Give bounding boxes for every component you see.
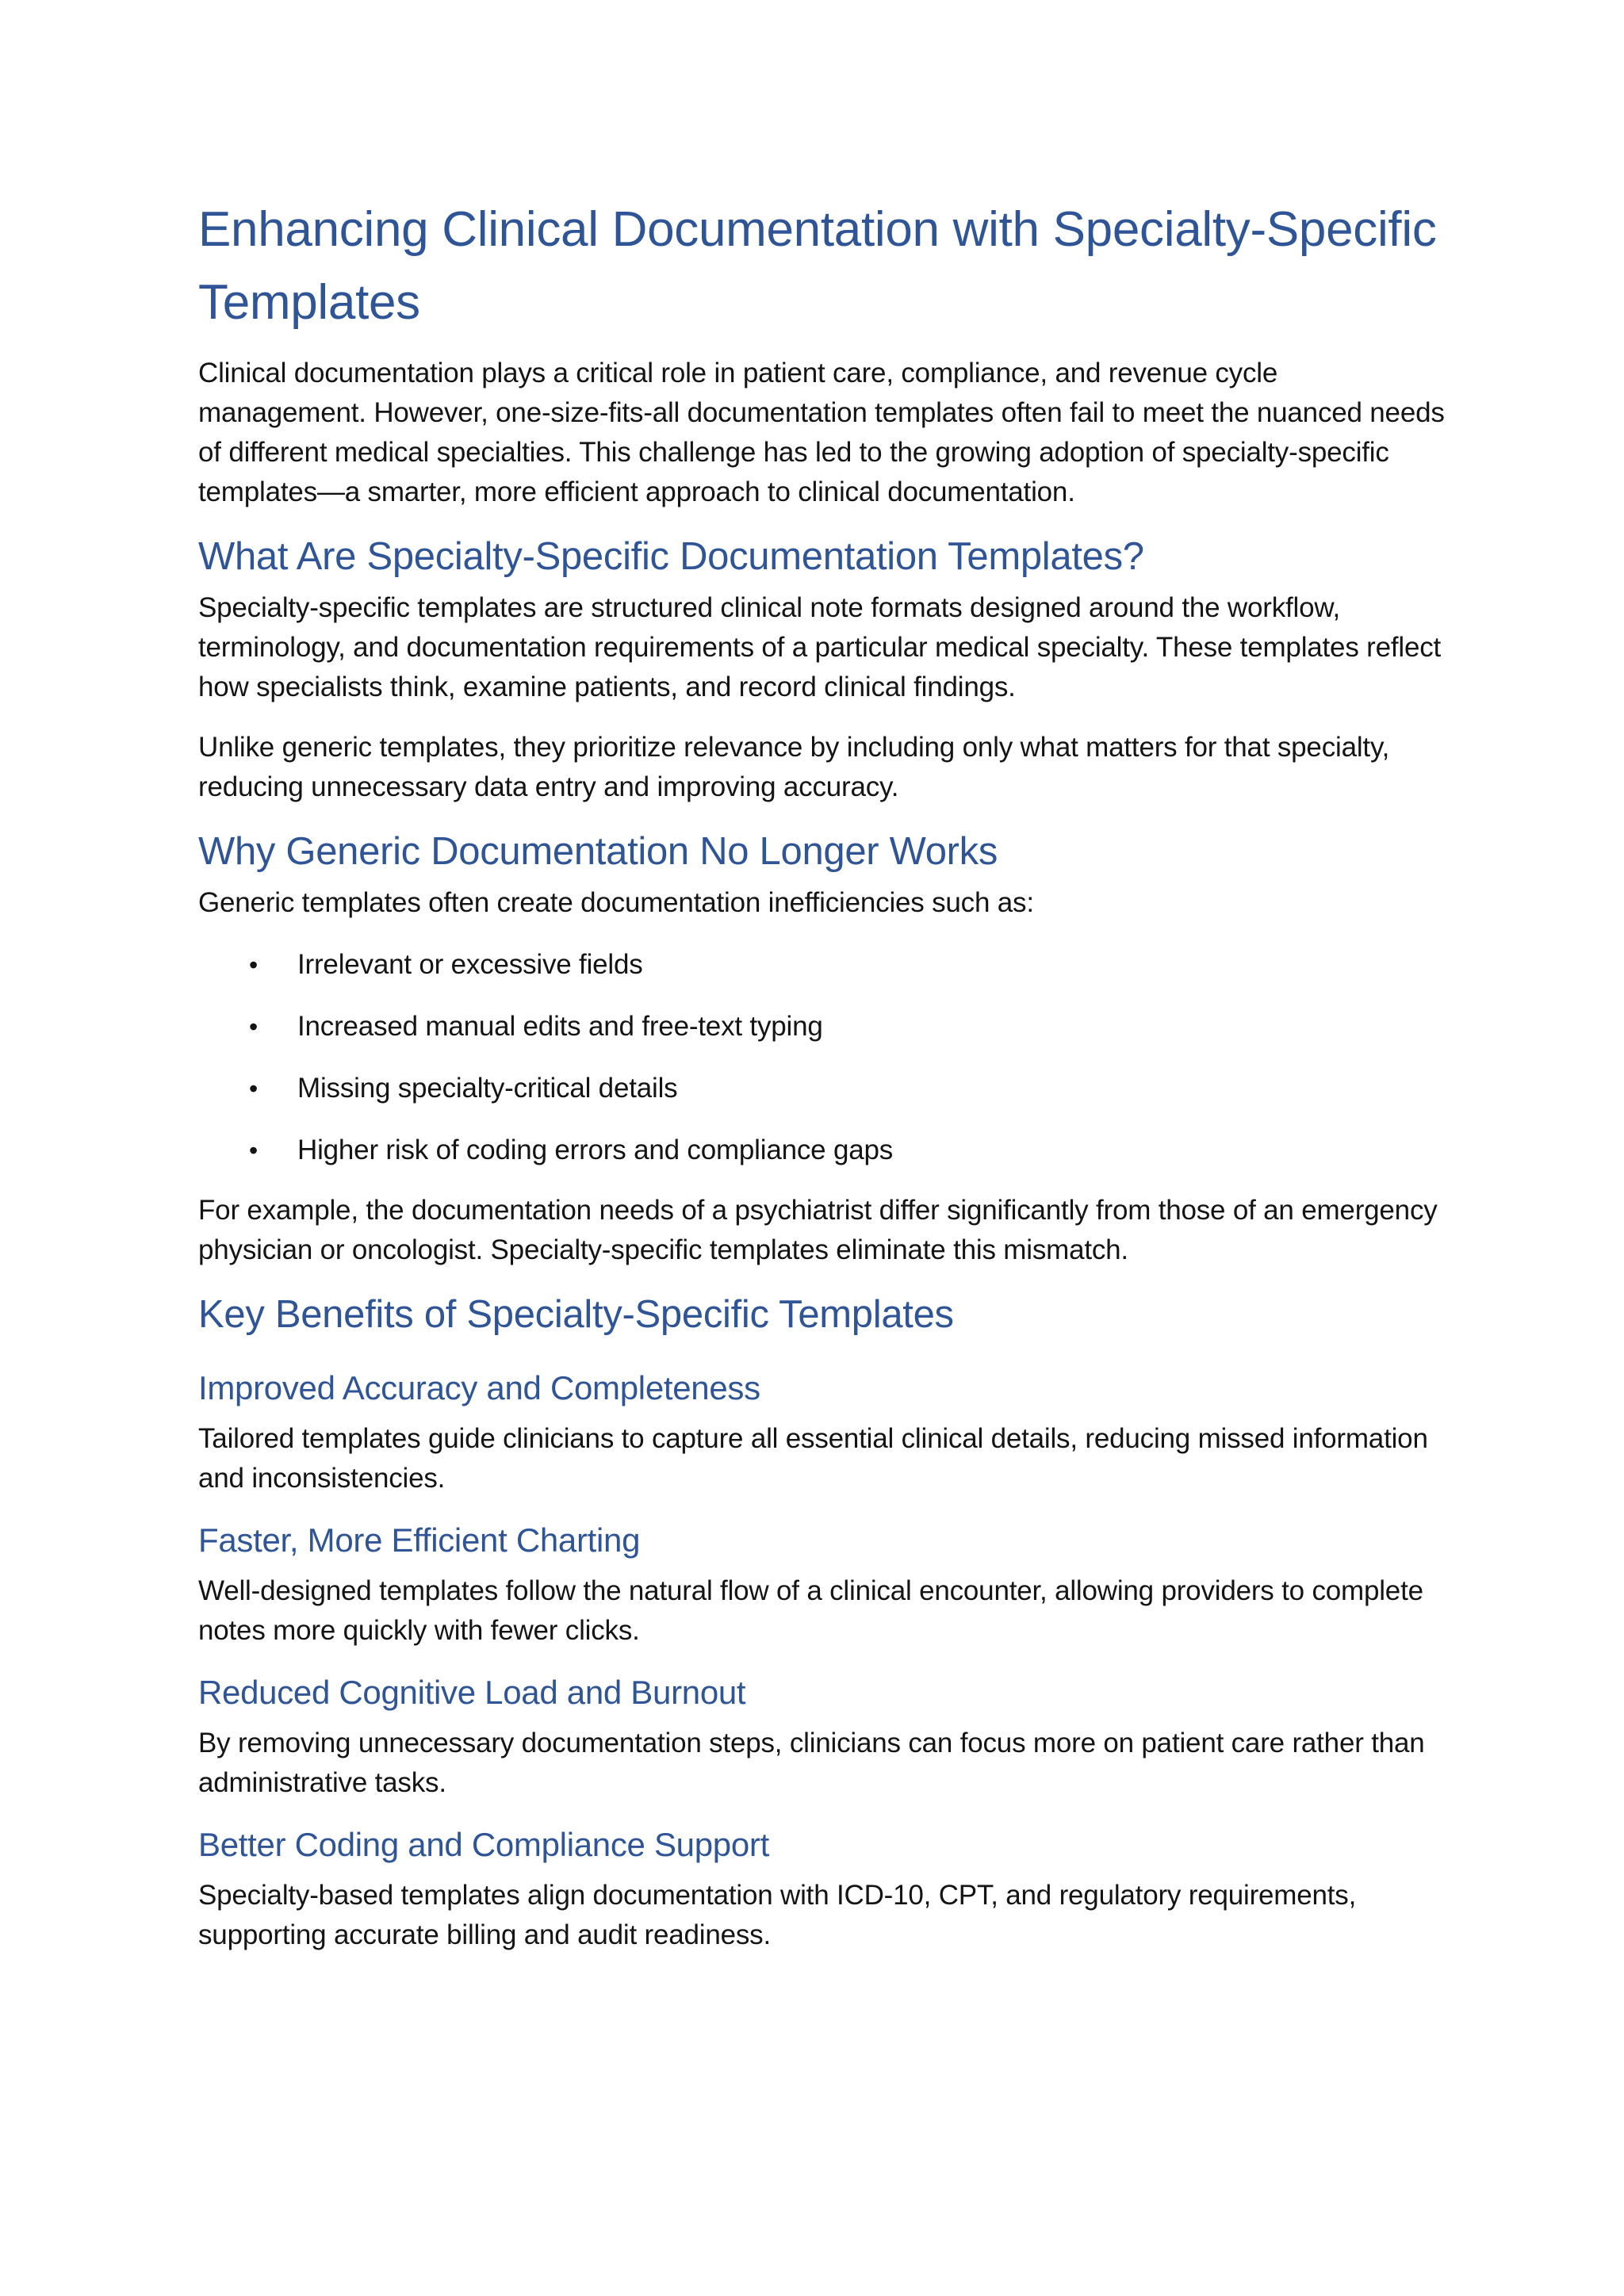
intro-paragraph: Clinical documentation plays a critical role in patient care, compliance, and revenue cycle management. However, one-size-fits-all documentation templates often fail to meet the nuanced needs of different medical specialties. This challenge has led to the growing adoption of specialty-specific templates—a smarter, more efficient approach to clinical documentation. xyxy=(198,358,1445,507)
charting-paragraph: Well-designed templates follow the natural flow of a clinical encounter, allowing providers to complete notes more quickly with fewer clicks. xyxy=(198,1575,1423,1646)
inefficiency-list xyxy=(198,945,1451,1170)
list-item xyxy=(198,945,1451,985)
cognitive-load-paragraph: By removing unnecessary documentation steps, clinicians can focus more on patient care rather than administrative tasks. xyxy=(198,1728,1425,1798)
section-heading-key-benefits: Key Benefits of Specialty-Specific Templates xyxy=(198,1293,954,1336)
subheading-coding-compliance: Better Coding and Compliance Support xyxy=(198,1826,769,1863)
list-item-text: Increased manual edits and free-text typing xyxy=(297,1011,823,1042)
section-heading-what-are: What Are Specialty-Specific Documentation Templates? xyxy=(198,535,1144,578)
bullet-icon: • xyxy=(249,1136,259,1165)
list-item-text: Higher risk of coding errors and compliance gaps xyxy=(297,1135,894,1165)
section2-intro: Generic templates often create documentation inefficiencies such as: xyxy=(198,887,1034,918)
list-item xyxy=(198,1007,1451,1047)
bullet-icon: • xyxy=(249,1012,259,1041)
section1-paragraph-1: Specialty-specific templates are structured clinical note formats designed around the workflow, terminology, and documentation requirements of a particular medical specialty. These templates reflect how specialists think, examine patients, and record clinical findings. xyxy=(198,592,1442,702)
bullet-icon: • xyxy=(249,1074,259,1103)
document-title: Enhancing Clinical Documentation with Specialty-Specific Templates xyxy=(198,202,1437,330)
subheading-accuracy: Improved Accuracy and Completeness xyxy=(198,1369,760,1406)
bullet-icon: • xyxy=(249,951,259,979)
document-page xyxy=(198,193,1451,1955)
list-item xyxy=(198,1069,1451,1108)
accuracy-paragraph: Tailored templates guide clinicians to capture all essential clinical details, reducing missed information and inconsistencies. xyxy=(198,1423,1428,1494)
list-item xyxy=(198,1131,1451,1170)
list-item-text: Missing specialty-critical details xyxy=(297,1073,678,1104)
section1-paragraph-2: Unlike generic templates, they prioritize relevance by including only what matters for that specialty, reducing unnecessary data entry and improving accuracy. xyxy=(198,732,1390,802)
section2-closing: For example, the documentation needs of a psychiatrist differ significantly from those of an emergency physician or oncologist. Specialty-specific templates eliminate this mismatch. xyxy=(198,1195,1438,1265)
subheading-efficient-charting: Faster, More Efficient Charting xyxy=(198,1521,641,1559)
section-heading-why-generic: Why Generic Documentation No Longer Works xyxy=(198,830,998,873)
list-item-text: Irrelevant or excessive fields xyxy=(297,949,643,980)
coding-compliance-paragraph: Specialty-based templates align documentation with ICD-10, CPT, and regulatory requirements, supporting accurate billing and audit readiness. xyxy=(198,1880,1357,1950)
subheading-cognitive-load: Reduced Cognitive Load and Burnout xyxy=(198,1674,746,1711)
